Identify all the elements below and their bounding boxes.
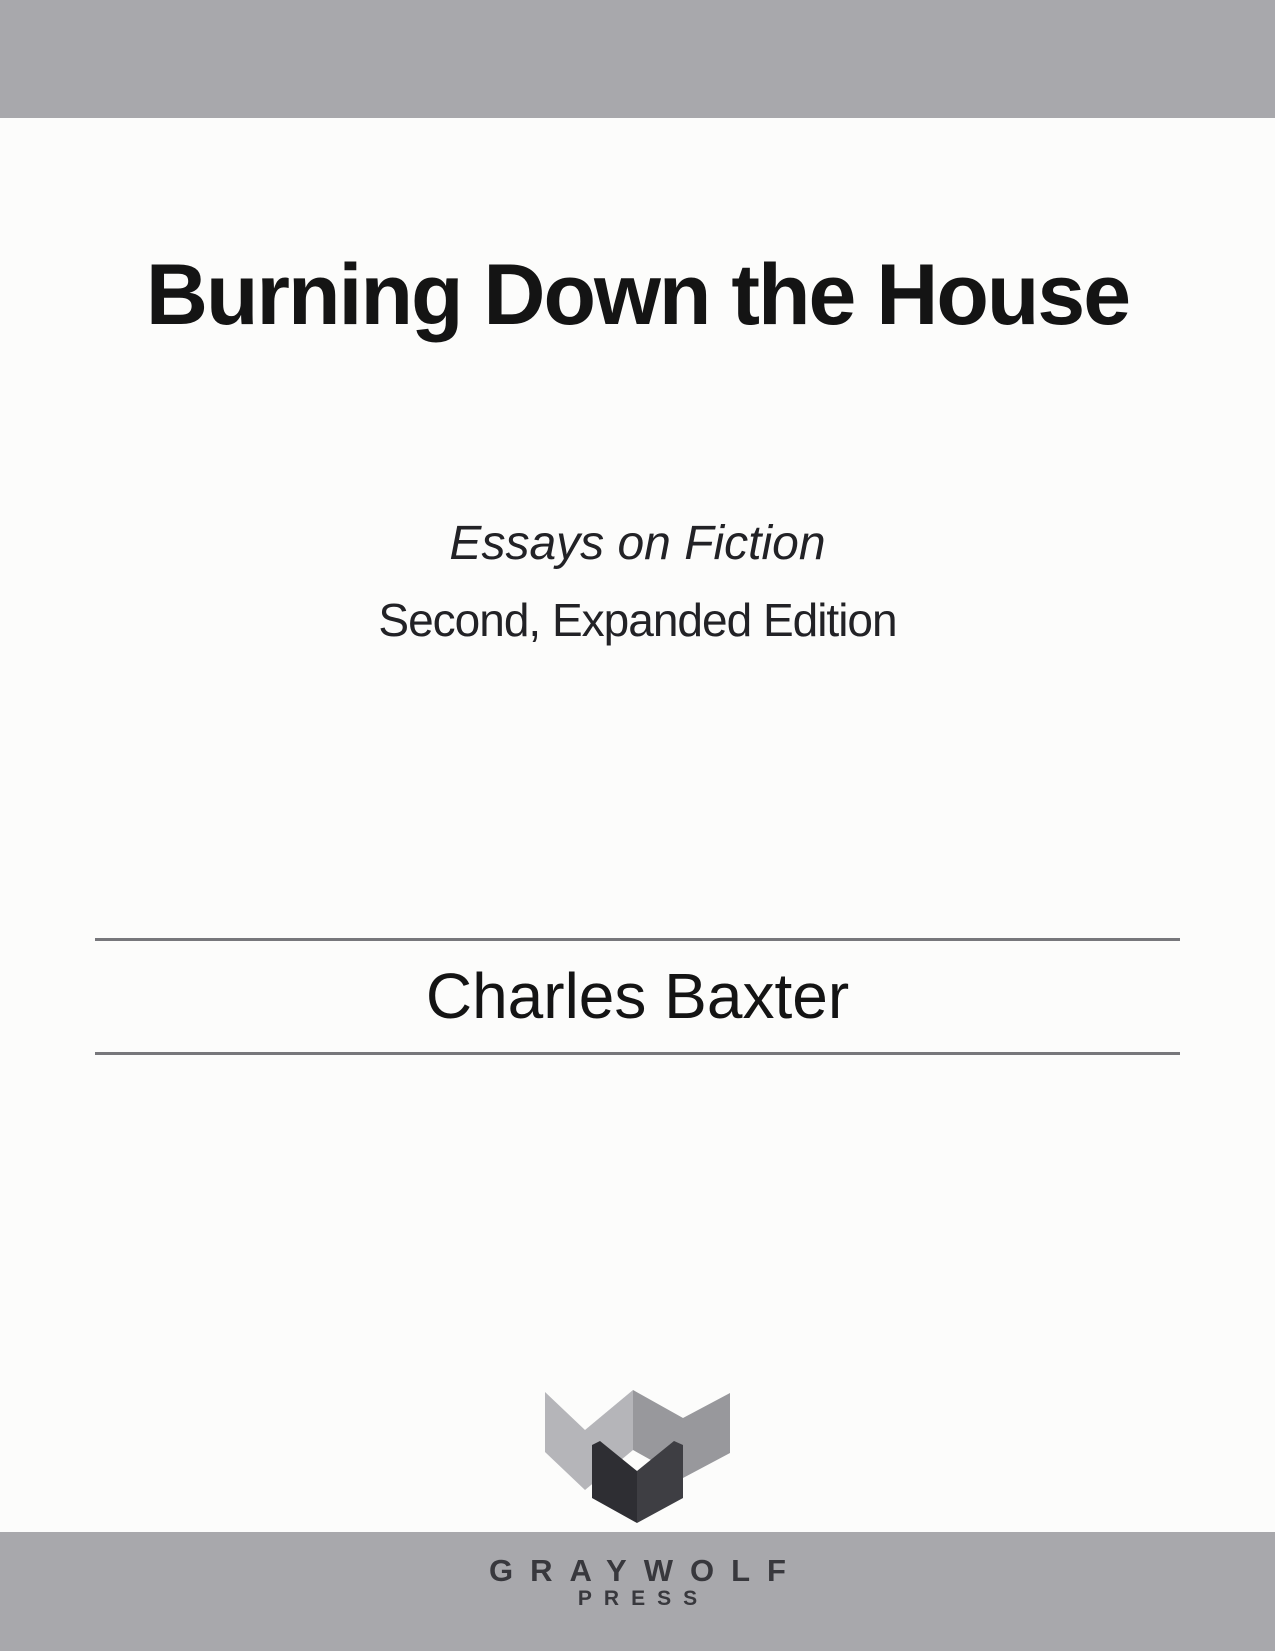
author-name: Charles Baxter [425,960,850,1032]
edition-label: Second, Expanded Edition [378,594,897,646]
book-subtitle: Essays on Fiction [449,517,826,570]
publisher-imprint: PRESS [577,1587,710,1610]
graywolf-wolf-logo-icon [543,1390,733,1525]
book-title: Burning Down the House [145,247,1130,343]
top-gray-band [0,0,1275,118]
publisher-name: GRAYWOLF [489,1553,803,1588]
author-divider-top [95,938,1180,941]
author-divider-bottom [95,1052,1180,1055]
